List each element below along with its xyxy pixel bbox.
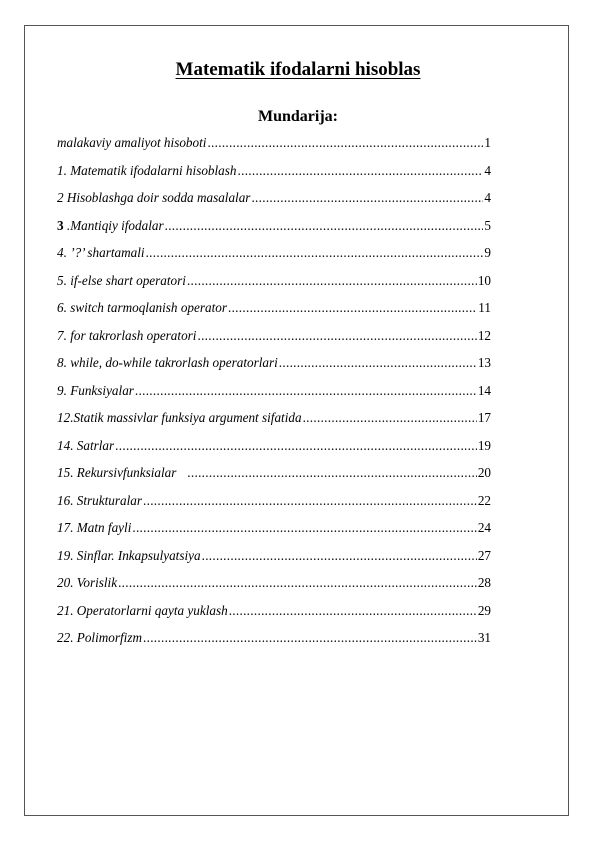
toc-entry-page: 11 xyxy=(478,300,491,315)
toc-entry-label: 6. switch tarmoqlanish operator xyxy=(57,300,227,315)
dot-leader xyxy=(143,493,477,509)
toc-entry[interactable] xyxy=(57,355,491,383)
toc-entry[interactable] xyxy=(57,575,491,603)
toc-entry[interactable] xyxy=(57,300,491,328)
toc-entry[interactable] xyxy=(57,218,491,246)
toc-entry[interactable] xyxy=(57,328,491,356)
toc-entry[interactable] xyxy=(57,603,491,631)
table-of-contents xyxy=(57,135,491,658)
dot-leader xyxy=(279,355,477,371)
dot-leader xyxy=(202,548,477,564)
toc-entry-page: 20 xyxy=(477,465,491,480)
toc-entry[interactable] xyxy=(57,465,491,493)
toc-entry-page: 1 xyxy=(484,135,491,150)
toc-entry-label: 20. Vorislik xyxy=(57,575,118,590)
dot-leader xyxy=(146,245,484,261)
toc-entry-label: 8. while, do-while takrorlash operatorlari xyxy=(57,355,278,370)
toc-entry-label: 12.Statik massivlar funksiya argument sifatida xyxy=(57,410,302,425)
toc-entry[interactable] xyxy=(57,438,491,466)
toc-entry[interactable] xyxy=(57,548,491,576)
toc-entry-page: 29 xyxy=(477,602,491,618)
toc-entry-label: 1. Matematik ifodalarni hisoblash xyxy=(57,162,237,178)
toc-entry[interactable] xyxy=(57,493,491,521)
dot-leader xyxy=(165,218,484,234)
toc-heading: Mundarija: xyxy=(258,108,338,125)
toc-entry-page: 13 xyxy=(477,355,491,370)
toc-entry-page: 4 xyxy=(484,190,491,205)
toc-entry-label: 16. Strukturalar xyxy=(57,492,142,508)
dot-leader xyxy=(132,520,476,536)
toc-entry-page: 14 xyxy=(477,382,491,398)
dot-leader xyxy=(229,603,477,619)
dot-leader xyxy=(118,575,477,591)
toc-entry-label: malakaviy amaliyot hisoboti xyxy=(57,135,207,150)
toc-entry-label: 5. if-else shart operatori xyxy=(57,272,186,288)
toc-entry-page: 10 xyxy=(477,272,491,288)
dot-leader xyxy=(143,630,477,646)
toc-entry-label: 4. ’?’ shartamali xyxy=(57,245,145,260)
toc-entry[interactable] xyxy=(57,630,491,658)
toc-entry-label: 14. Satrlar xyxy=(57,437,115,453)
toc-entry-page: 19 xyxy=(477,437,491,453)
toc-entry-page: 4 xyxy=(484,162,491,178)
toc-entry-page: 17 xyxy=(477,410,491,425)
toc-entry-label: 22. Polimorfizm xyxy=(57,630,142,645)
dot-leader xyxy=(187,273,477,289)
toc-entry-page: 12 xyxy=(477,327,491,343)
toc-entry[interactable] xyxy=(57,190,491,218)
toc-entry-page: 9 xyxy=(484,245,491,260)
dot-leader xyxy=(251,190,483,206)
toc-entry-label: 19. Sinflar. Inkapsulyatsiya xyxy=(57,547,201,563)
toc-entry-page: 27 xyxy=(477,547,491,563)
toc-entry-prefix: 3 xyxy=(57,217,67,233)
toc-entry[interactable] xyxy=(57,135,491,163)
toc-entry-page: 28 xyxy=(477,575,491,590)
toc-entry[interactable] xyxy=(57,383,491,411)
dot-leader xyxy=(135,383,477,399)
dot-leader xyxy=(238,163,484,179)
toc-entry-label: 17. Matn fayli xyxy=(57,520,132,535)
toc-entry-page: 24 xyxy=(477,520,491,535)
toc-entry-label: 2 Hisoblashga doir sodda masalalar xyxy=(57,190,251,205)
toc-entry[interactable] xyxy=(57,273,491,301)
toc-entry-label: .Mantiqiy ifodalar xyxy=(66,217,164,233)
dot-leader xyxy=(228,300,477,316)
toc-entry-label: 15. Rekursivfunksialar xyxy=(57,465,187,480)
toc-entry-page: 31 xyxy=(477,630,491,645)
dot-leader xyxy=(207,135,483,151)
toc-entry-page: 22 xyxy=(477,492,491,508)
toc-entry-page: 5 xyxy=(484,217,491,233)
dot-leader xyxy=(115,438,477,454)
toc-entry[interactable] xyxy=(57,410,491,438)
dot-leader xyxy=(197,328,476,344)
toc-entry-label: 7. for takrorlash operatori xyxy=(57,327,197,343)
dot-leader xyxy=(303,410,477,426)
toc-entry[interactable] xyxy=(57,163,491,191)
toc-entry-label: 9. Funksiyalar xyxy=(57,382,134,398)
toc-entry[interactable] xyxy=(57,245,491,273)
document-title: Matematik ifodalarni hisoblas xyxy=(175,59,421,80)
dot-leader xyxy=(187,465,477,481)
toc-entry-label: 21. Operatorlarni qayta yuklash xyxy=(57,602,228,618)
toc-entry[interactable] xyxy=(57,520,491,548)
